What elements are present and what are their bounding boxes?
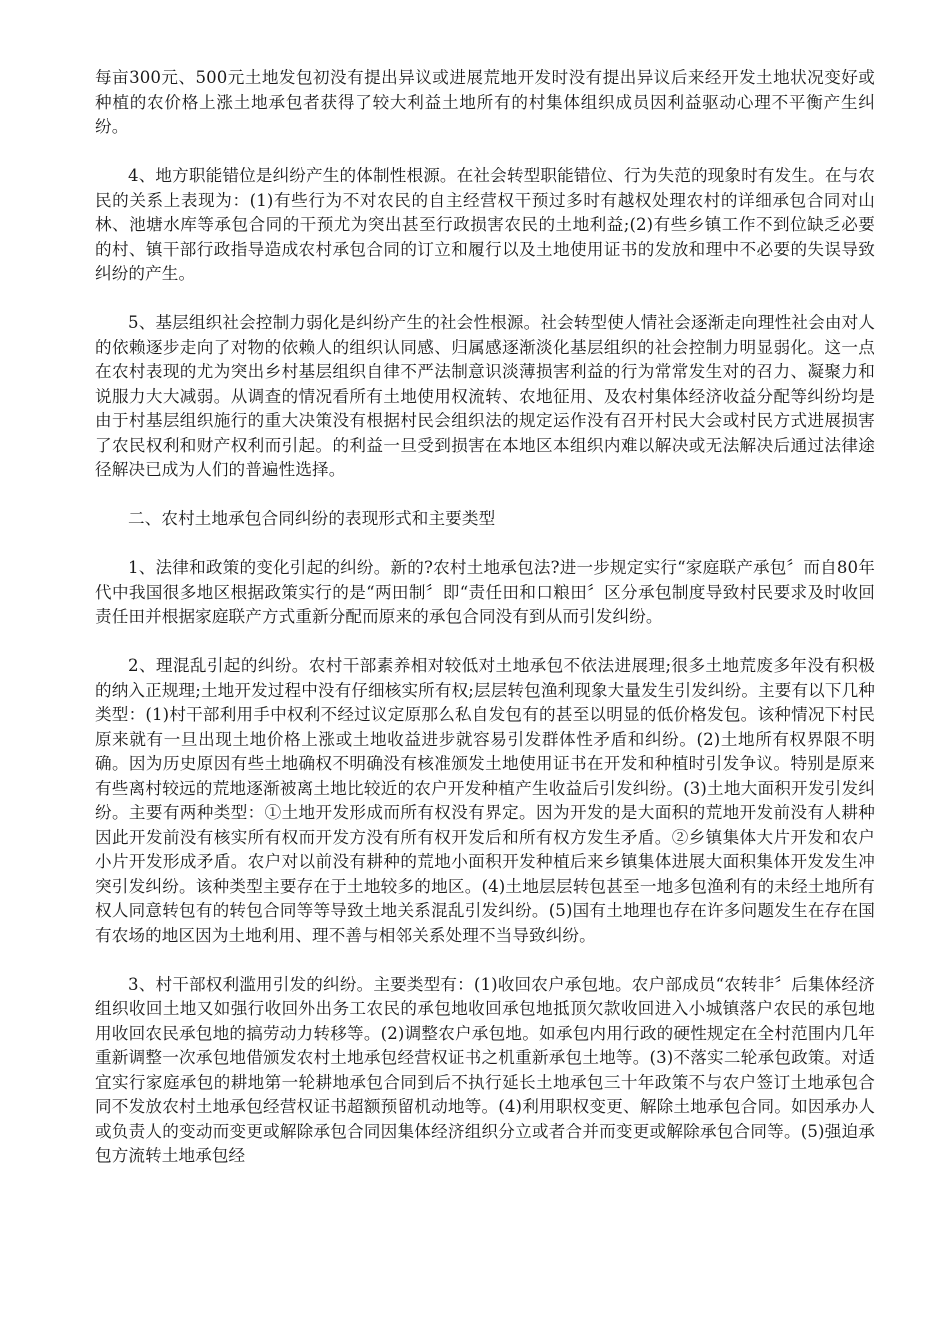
paragraph-type-3: 3、村干部权利滥用引发的纠纷。主要类型有：(1)收回农户承包地。农户部成员“农转非〞后集体经济组织收回土地又如强行收回外出务工农民的承包地收回承包地抵顶欠款收回进入小城镇落户农民的承包地用收回农民承包地的搞劳动力转移等。(2)调整农户承包地。如承包内用行政的硬性规定在全村范围内几年重新调整一次承包地借颁发农村土地承包经营权证书之机重新承包土地等。(3)不落实二轮承包政策。对适宜实行家庭承包的耕地第一轮耕地承包合同到后不执行延长土地承包三十年政策不与农户签订土地承包合同不发放农村土地承包经营权证书超额预留机动地等。(4)利用职权变更、解除土地承包合同。如因承办人或负责人的变动而变更或解除承包合同因集体经济组织分立或者合并而变更或解除承包合同等。(5)强迫承包方流转土地承包经: [95, 974, 875, 1165]
paragraph-point-5: 5、基层组织社会控制力弱化是纠纷产生的社会性根源。社会转型使人情社会逐渐走向理性社会由对人的依赖逐步走向了对物的依赖人的组织认同感、归属感逐渐淡化基层组织的社会控制力明显弱化。这一点在农村表现的尤为突出乡村基层组织自律不严法制意识淡薄损害利益的行为常常发生对的召力、凝聚力和说服力大大减弱。从调查的情况看所有土地使用权流转、农地征用、及农村集体经济收益分配等纠纷均是由于村基层组织施行的重大决策没有根据村民会组织法的规定运作没有召开村民大会或村民方式进展损害了农民权利和财产权利而引起。的利益一旦受到损害在本地区本组织内难以解决或无法解决后通过法律途径解决已成为人们的普遍性选择。: [95, 313, 875, 479]
paragraph-type-1: 1、法律和政策的变化引起的纠纷。新的?农村土地承包法?进一步规定实行“家庭联产承包〞而自80年代中我国很多地区根据政策实行的是“两田制〞即“责任田和口粮田〞区分承包制度导致村民要求及时收回责任田并根据家庭联产方式重新分配而原来的承包合同没有到从而引发纠纷。: [95, 558, 875, 626]
section-heading: 二、农村土地承包合同纠纷的表现形式和主要类型: [128, 509, 496, 528]
paragraph-type-2: 2、理混乱引起的纠纷。农村干部素养相对较低对土地承包不依法进展理;很多土地荒废多年没有积极的纳入正规理;土地开发过程中没有仔细核实所有权;层层转包渔利现象大量发生引发纠纷。主要有以下几种类型：(1)村干部利用手中权利不经过议定原那么私自发包有的甚至以明显的低价格发包。该种情况下村民原来就有一旦出现土地价格上涨或土地收益进步就容易引发群体性矛盾和纠纷。(2)土地所有权界限不明确。因为历史原因有些土地确权不明确没有核准颁发土地使用证书在开发和种植时引发争议。特别是原来有些离村较远的荒地逐渐被离土地比较近的农户开发种植产生收益后引发纠纷。(3)土地大面积开发引发纠纷。主要有两种类型：①土地开发形成而所有权没有界定。因为开发的是大面积的荒地开发前没有人耕种因此开发前没有核实所有权而开发方没有所有权开发后和所有权方发生矛盾。②乡镇集体大片开发和农户小片开发形成矛盾。农户对以前没有耕种的荒地小面积开发种植后来乡镇集体进展大面积集体开发发生冲突引发纠纷。该种类型主要存在于土地较多的地区。(4)土地层层转包甚至一地多包渔利有的未经土地所有权人同意转包有的转包合同等等导致土地关系混乱引发纠纷。(5)国有土地理也存在许多问题发生在存在国有农场的地区因为土地利用、理不善与相邻关系处理不当导致纠纷。: [95, 656, 875, 945]
paragraph-continuation: 每亩300元、500元土地发包初没有提出异议或进展荒地开发时没有提出异议后来经开发土地状况变好或种植的农价格上涨土地承包者获得了较大利益土地所有的村集体组织成员因利益驱动心理不平衡产生纠纷。: [95, 68, 875, 136]
paragraph-point-4: 4、地方职能错位是纠纷产生的体制性根源。在社会转型职能错位、行为失范的现象时有发生。在与农民的关系上表现为：(1)有些行为不对农民的自主经营权干预过多时有越权处理农村的详细承包合同对山林、池塘水库等承包合同的干预尤为突出甚至行政损害农民的土地利益;(2)有些乡镇工作不到位缺乏必要的村、镇干部行政指导造成农村承包合同的订立和履行以及土地使用证书的发放和理中不必要的失误导致纠纷的产生。: [95, 166, 875, 283]
document-page: [95, 66, 875, 1169]
